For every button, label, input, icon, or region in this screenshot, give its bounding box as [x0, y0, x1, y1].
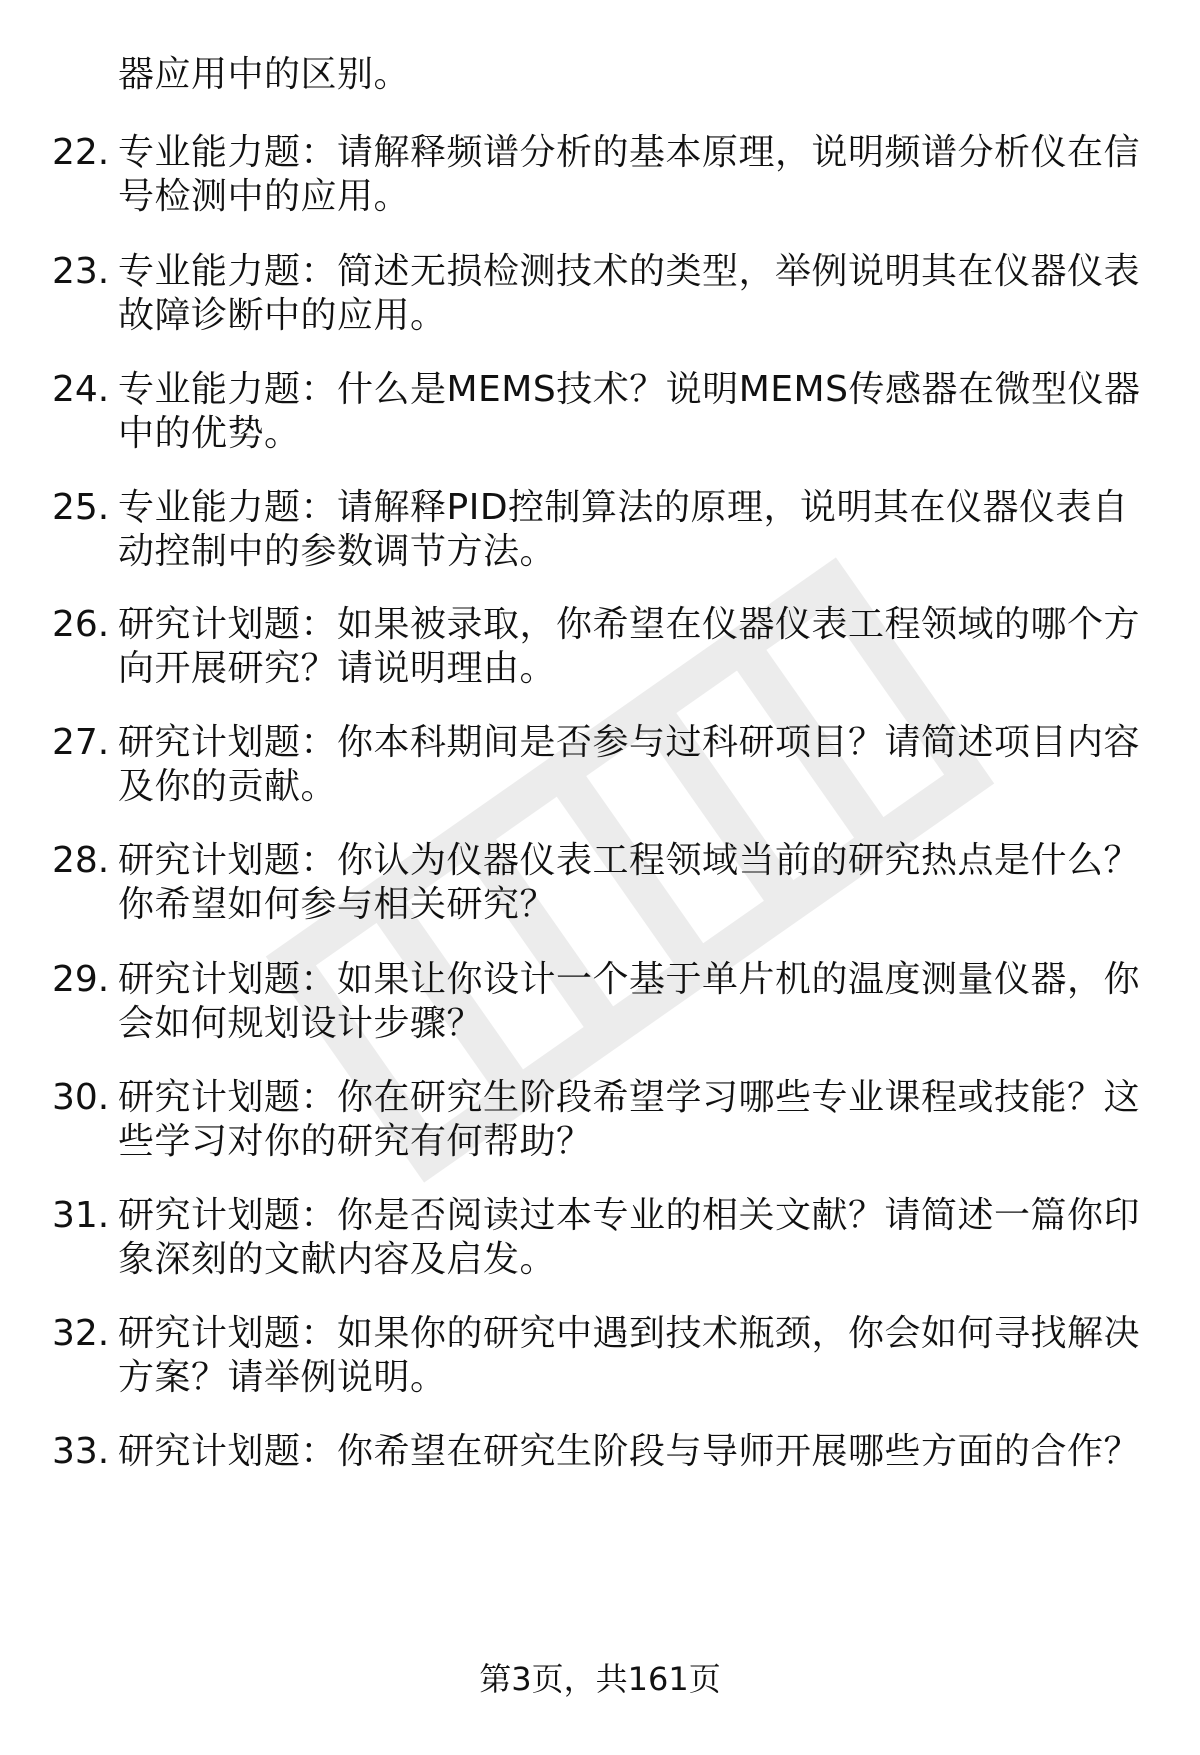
question-number: 33. [52, 1431, 110, 1472]
question-text-line: 些学习对你的研究有何帮助？ [118, 1121, 593, 1162]
question-number: 31. [52, 1195, 110, 1236]
question-text-line: 研究计划题：你是否阅读过本专业的相关文献？请简述一篇你印 [118, 1195, 1141, 1236]
question-number: 25. [52, 487, 110, 528]
question-text-line: 研究计划题：如果被录取，你希望在仪器仪表工程领域的哪个方 [118, 604, 1141, 645]
question-text-line: 方案？请举例说明。 [118, 1357, 447, 1398]
question-text-line: 专业能力题：请解释频谱分析的基本原理，说明频谱分析仪在信 [118, 132, 1141, 173]
question-number: 26. [52, 604, 110, 645]
question-text-line: 故障诊断中的应用。 [118, 295, 447, 336]
question-number: 27. [52, 722, 110, 763]
question-text-line: 中的优势。 [118, 413, 301, 454]
question-text-line: 研究计划题：你在研究生阶段希望学习哪些专业课程或技能？这 [118, 1077, 1141, 1118]
question-text-line: 专业能力题：简述无损检测技术的类型，举例说明其在仪器仪表 [118, 251, 1141, 292]
question-text-line: 专业能力题：请解释PID控制算法的原理，说明其在仪器仪表自 [118, 487, 1129, 528]
question-text-line: 研究计划题：如果你的研究中遇到技术瓶颈，你会如何寻找解决 [118, 1313, 1141, 1354]
question-text-line: 号检测中的应用。 [118, 176, 411, 217]
question-number: 22. [52, 132, 110, 173]
question-text-line: 会如何规划设计步骤？ [118, 1003, 484, 1044]
question-text-line: 及你的贡献。 [118, 766, 338, 807]
question-number: 23. [52, 251, 110, 292]
question-text-line: 研究计划题：你认为仪器仪表工程领域当前的研究热点是什么？ [118, 840, 1141, 881]
question-number: 30. [52, 1077, 110, 1118]
question-text-line: 研究计划题：你本科期间是否参与过科研项目？请简述项目内容 [118, 722, 1141, 763]
continuation-line: 器应用中的区别。 [118, 54, 411, 95]
question-text-line: 你希望如何参与相关研究？ [118, 884, 557, 925]
question-text-line: 研究计划题：你希望在研究生阶段与导师开展哪些方面的合作？ [118, 1431, 1141, 1472]
page-footer: 第3页，共161页 [479, 1660, 721, 1698]
question-number: 24. [52, 369, 110, 410]
question-number: 29. [52, 959, 110, 1000]
question-text-line: 动控制中的参数调节方法。 [118, 531, 557, 572]
question-number: 32. [52, 1313, 110, 1354]
question-number: 28. [52, 840, 110, 881]
question-text-line: 专业能力题：什么是MEMS技术？说明MEMS传感器在微型仪器 [118, 369, 1141, 410]
question-text-line: 研究计划题：如果让你设计一个基于单片机的温度测量仪器，你 [118, 959, 1141, 1000]
question-text-line: 向开展研究？请说明理由。 [118, 648, 557, 689]
question-text-line: 象深刻的文献内容及启发。 [118, 1239, 557, 1280]
